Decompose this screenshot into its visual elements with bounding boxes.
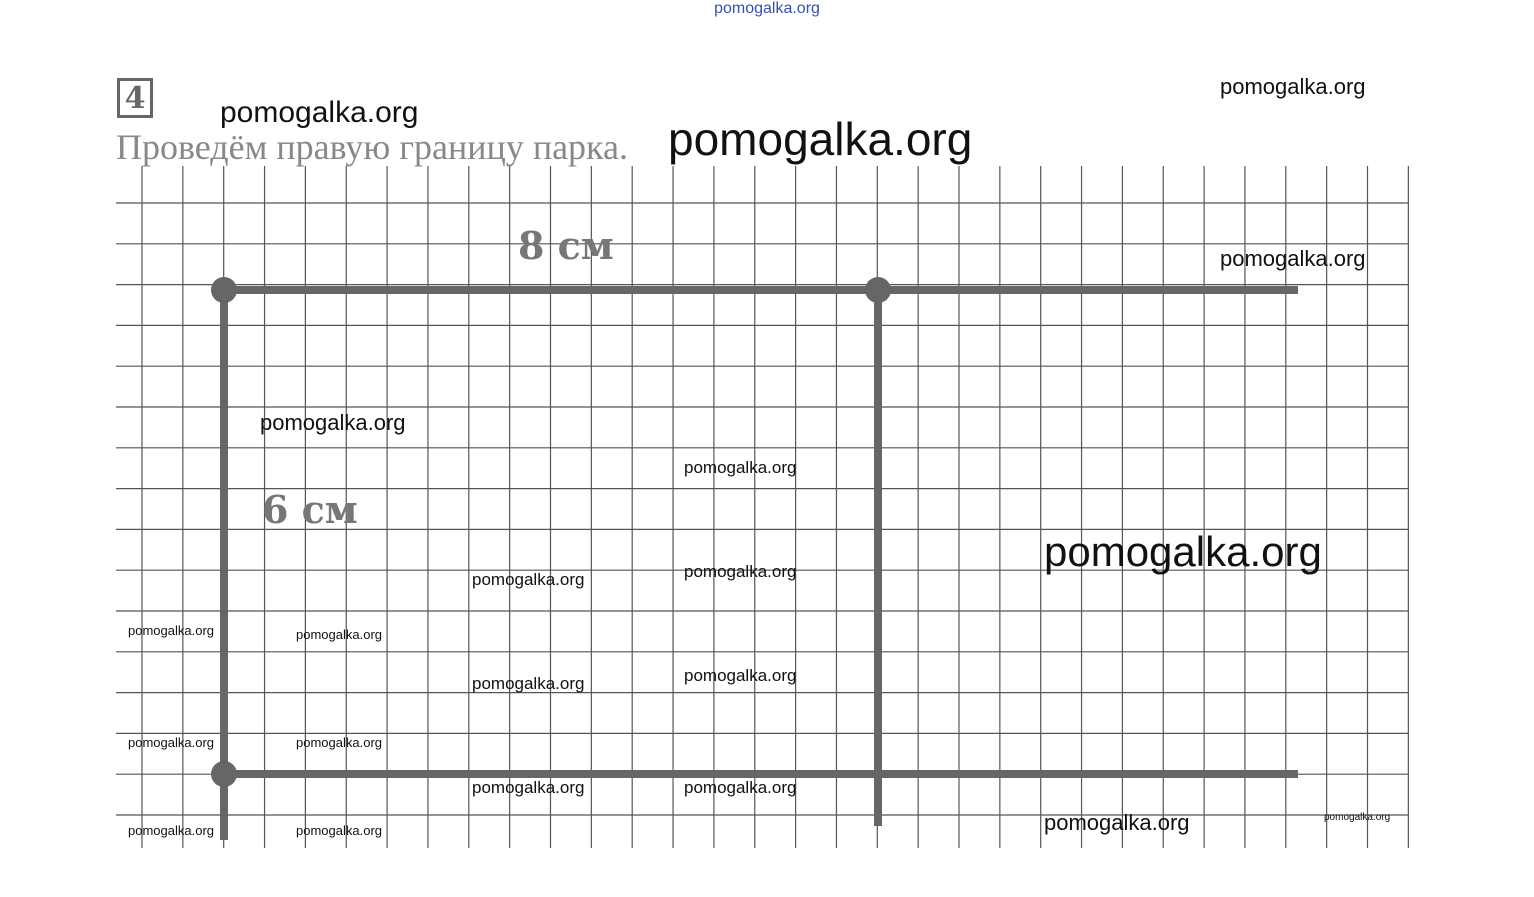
- watermark: pomogalka.org: [668, 113, 973, 165]
- measure-left-side: 6 см: [262, 487, 358, 532]
- watermark: pomogalka.org: [684, 778, 797, 797]
- watermark: pomogalka.org: [260, 410, 406, 435]
- watermark: pomogalka.org: [1044, 810, 1190, 835]
- watermark: pomogalka.org: [684, 458, 797, 477]
- watermark: pomogalka.org: [220, 96, 419, 129]
- watermark: pomogalka.org: [1220, 74, 1366, 99]
- top-watermark-link[interactable]: pomogalka.org: [714, 0, 820, 17]
- watermark: pomogalka.org: [684, 562, 797, 581]
- task-number: 4: [117, 78, 153, 118]
- watermark: pomogalka.org: [1324, 812, 1391, 823]
- watermark: pomogalka.org: [296, 823, 382, 838]
- corner-point-top-right: [865, 277, 891, 303]
- measure-top-side: 8 см: [518, 223, 614, 268]
- task-text: Проведём правую границу парка.: [116, 127, 628, 167]
- watermark: pomogalka.org: [472, 570, 585, 589]
- watermark: pomogalka.org: [296, 627, 382, 642]
- watermark: pomogalka.org: [684, 666, 797, 685]
- watermark: pomogalka.org: [296, 735, 382, 750]
- watermark: pomogalka.org: [128, 823, 214, 838]
- watermark: pomogalka.org: [472, 674, 585, 693]
- watermark: pomogalka.org: [1044, 528, 1322, 575]
- watermark: pomogalka.org: [1220, 246, 1366, 271]
- watermark: pomogalka.org: [128, 623, 214, 638]
- watermark: pomogalka.org: [128, 735, 214, 750]
- watermark: pomogalka.org: [472, 778, 585, 797]
- corner-point-bottom-left: [211, 761, 237, 787]
- corner-point-top-left: [211, 277, 237, 303]
